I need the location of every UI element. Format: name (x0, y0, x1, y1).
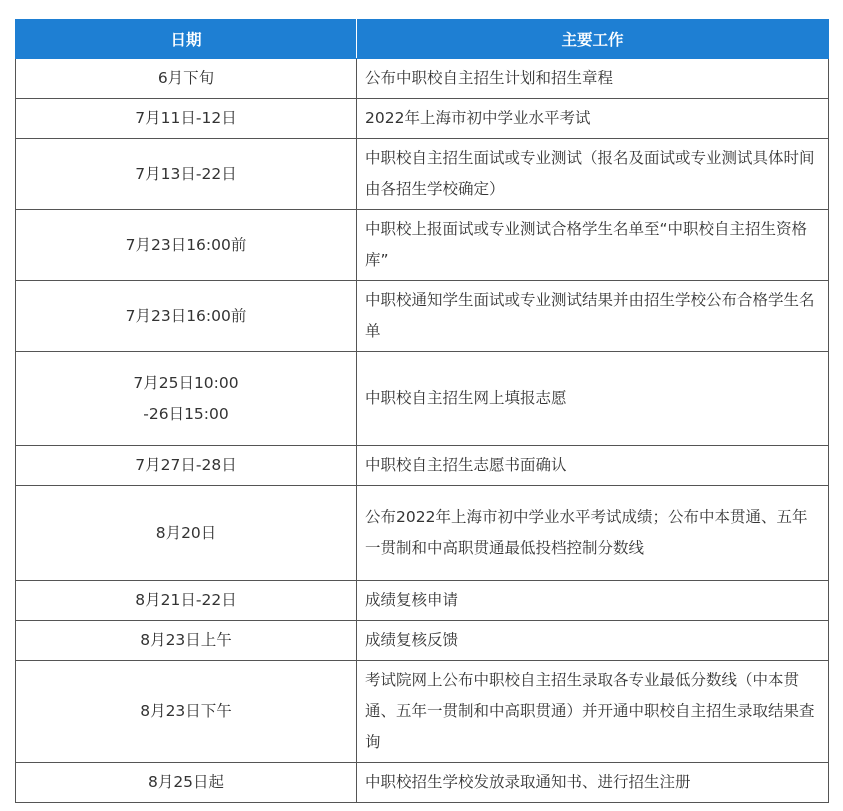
table-row (16, 139, 829, 210)
table-row (16, 486, 829, 581)
task-cell: 成绩复核反馈 (357, 621, 829, 661)
table-row (16, 281, 829, 352)
task-cell: 中职校自主招生网上填报志愿 (357, 352, 829, 446)
date-cell: 6月下旬 (16, 59, 357, 99)
task-cell: 公布2022年上海市初中学业水平考试成绩；公布中本贯通、五年一贯制和中高职贯通最低投档控制分数线 (357, 486, 829, 581)
date-column-header: 日期 (16, 20, 357, 59)
date-cell: 7月23日16:00前 (16, 210, 357, 281)
header-row (16, 20, 829, 59)
task-cell: 中职校自主招生志愿书面确认 (357, 446, 829, 486)
task-cell: 中职校上报面试或专业测试合格学生名单至“中职校自主招生资格库” (357, 210, 829, 281)
task-cell: 公布中职校自主招生计划和招生章程 (357, 59, 829, 99)
schedule-table (15, 19, 829, 803)
table-row (16, 352, 829, 446)
date-cell: 8月21日-22日 (16, 581, 357, 621)
task-cell: 中职校招生学校发放录取通知书、进行招生注册 (357, 763, 829, 803)
table-row (16, 581, 829, 621)
table-row (16, 661, 829, 763)
task-cell: 中职校自主招生面试或专业测试（报名及面试或专业测试具体时间由各招生学校确定） (357, 139, 829, 210)
date-cell: 7月27日-28日 (16, 446, 357, 486)
date-cell: 7月11日-12日 (16, 99, 357, 139)
date-cell: 8月23日下午 (16, 661, 357, 763)
task-cell: 成绩复核申请 (357, 581, 829, 621)
table-row (16, 621, 829, 661)
date-cell: 7月23日16:00前 (16, 281, 357, 352)
table-row (16, 59, 829, 99)
date-cell: 8月25日起 (16, 763, 357, 803)
table-row (16, 446, 829, 486)
table-row (16, 210, 829, 281)
table-row (16, 763, 829, 803)
date-cell: 7月13日-22日 (16, 139, 357, 210)
date-cell: 7月25日10:00 -26日15:00 (16, 352, 357, 446)
task-column-header: 主要工作 (357, 20, 829, 59)
task-cell: 中职校通知学生面试或专业测试结果并由招生学校公布合格学生名单 (357, 281, 829, 352)
task-cell: 考试院网上公布中职校自主招生录取各专业最低分数线（中本贯通、五年一贯制和中高职贯通）并开通中职校自主招生录取结果查询 (357, 661, 829, 763)
date-cell: 8月20日 (16, 486, 357, 581)
date-cell: 8月23日上午 (16, 621, 357, 661)
task-cell: 2022年上海市初中学业水平考试 (357, 99, 829, 139)
table-row (16, 99, 829, 139)
